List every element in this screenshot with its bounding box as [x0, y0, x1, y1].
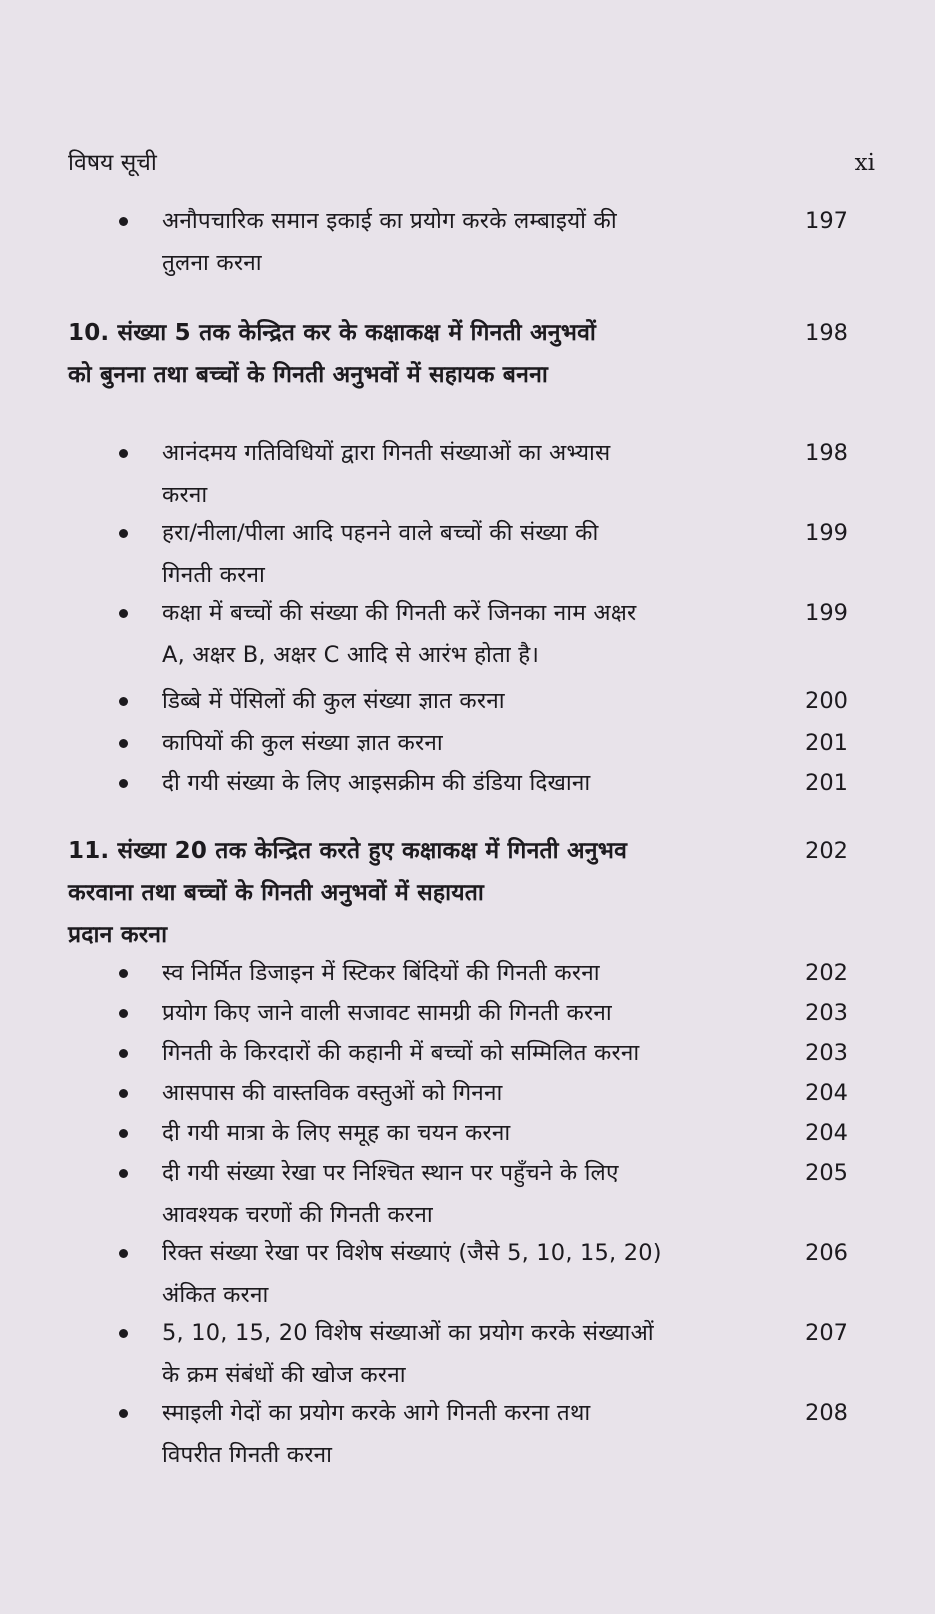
entry-line: आनंदमय गतिविधियों द्वारा गिनती संख्याओं का अभ्यास [162, 440, 611, 466]
item-title [162, 1392, 590, 1476]
entry-line: 5, 10, 15, 20 विशेष संख्याओं का प्रयोग करके संख्याओं [162, 1320, 654, 1346]
entry-page-number: 207 [805, 1320, 848, 1346]
entry-line: 10. संख्या 5 तक केन्द्रित कर के कक्षाकक्ष में गिनती अनुभवों [68, 320, 597, 346]
entry-page-number: 203 [805, 1000, 848, 1026]
item-title [162, 200, 617, 284]
item-title [162, 952, 600, 994]
toc-item [162, 512, 848, 596]
entry-page-number: 198 [805, 440, 848, 466]
entry-line: प्रदान करना [68, 922, 168, 948]
entry-line: तुलना करना [162, 250, 262, 276]
entry-line: कक्षा में बच्चों की संख्या की गिनती करें जिनका नाम अक्षर [162, 600, 637, 626]
item-title [162, 992, 612, 1034]
entry-line: को बुनना तथा बच्चों के गिनती अनुभवों में सहायक बनना [68, 362, 548, 388]
item-title [162, 1312, 654, 1396]
entry-line: अंकित करना [162, 1282, 269, 1308]
item-title [162, 1032, 639, 1074]
bullet-icon [119, 1409, 128, 1418]
bullet-icon [119, 1329, 128, 1338]
bullet-icon [119, 697, 128, 706]
toc-item [162, 1232, 848, 1316]
entry-line: स्माइली गेदों का प्रयोग करके आगे गिनती करना तथा [162, 1400, 591, 1426]
running-header [68, 145, 875, 177]
item-title [162, 432, 610, 516]
bullet-icon [119, 1169, 128, 1178]
entry-line: गिनती करना [162, 562, 265, 588]
toc-item [162, 992, 848, 1034]
toc-item [162, 432, 848, 516]
bullet-icon [119, 1129, 128, 1138]
entry-line: अनौपचारिक समान इकाई का प्रयोग करके लम्बाइयों की [162, 208, 617, 234]
entry-page-number: 202 [805, 838, 848, 864]
entry-line: रिक्त संख्या रेखा पर विशेष संख्याएं (जैसे 5, 10, 15, 20) [162, 1240, 662, 1266]
item-title [162, 1152, 619, 1236]
item-title [162, 1232, 662, 1316]
toc-item [162, 1072, 848, 1114]
bullet-icon [119, 217, 128, 226]
entry-line: स्व निर्मित डिजाइन में स्टिकर बिंदियों की गिनती करना [162, 960, 600, 986]
toc-item [162, 1032, 848, 1074]
entry-page-number: 201 [805, 770, 848, 796]
toc-item [162, 200, 848, 284]
entry-page-number: 205 [805, 1160, 848, 1186]
toc-item [162, 1392, 848, 1476]
entry-line: प्रयोग किए जाने वाली सजावट सामग्री की गिनती करना [162, 1000, 612, 1026]
entry-page-number: 199 [805, 520, 848, 546]
bullet-icon [119, 1249, 128, 1258]
entry-page-number: 199 [805, 600, 848, 626]
entry-line: A, अक्षर B, अक्षर C आदि से आरंभ होता है। [162, 642, 540, 668]
item-title [162, 680, 505, 722]
entry-page-number: 203 [805, 1040, 848, 1066]
bullet-icon [119, 609, 128, 618]
entry-line: करना [162, 482, 208, 508]
entry-line: कापियों की कुल संख्या ज्ञात करना [162, 730, 443, 756]
item-title [162, 762, 590, 804]
toc-item [162, 952, 848, 994]
toc-item [162, 1152, 848, 1236]
entry-page-number: 201 [805, 730, 848, 756]
toc-section [68, 312, 848, 396]
entry-line: हरा/नीला/पीला आदि पहनने वाले बच्चों की संख्या की [162, 520, 599, 546]
toc-item [162, 722, 848, 764]
entry-line: के क्रम संबंधों की खोज करना [162, 1362, 406, 1388]
entry-line: करवाना तथा बच्चों के गिनती अनुभवों में सहायता [68, 880, 485, 906]
item-title [162, 592, 636, 676]
entry-line: दी गयी संख्या के लिए आइसक्रीम की डंडिया दिखाना [162, 770, 591, 796]
item-title [162, 1072, 503, 1114]
toc-item [162, 1112, 848, 1154]
bullet-icon [119, 779, 128, 788]
item-title [162, 722, 443, 764]
entry-line: आवश्यक चरणों की गिनती करना [162, 1202, 433, 1228]
bullet-icon [119, 739, 128, 748]
section-title [68, 830, 627, 956]
entry-line: दी गयी संख्या रेखा पर निश्चित स्थान पर पहुँचने के लिए [162, 1160, 619, 1186]
header-page-number: xi [854, 150, 875, 176]
toc-item [162, 592, 848, 676]
bullet-icon [119, 1049, 128, 1058]
entry-page-number: 204 [805, 1120, 848, 1146]
bullet-icon [119, 449, 128, 458]
entry-page-number: 198 [805, 320, 848, 346]
entry-line: गिनती के किरदारों की कहानी में बच्चों को सम्मिलित करना [162, 1040, 640, 1066]
toc-section [68, 830, 848, 956]
entry-page-number: 200 [805, 688, 848, 714]
entry-line: डिब्बे में पेंसिलों की कुल संख्या ज्ञात करना [162, 688, 505, 714]
entry-line: 11. संख्या 20 तक केन्द्रित करते हुए कक्षाकक्ष में गिनती अनुभव [68, 838, 628, 864]
toc-item [162, 680, 848, 722]
bullet-icon [119, 1009, 128, 1018]
bullet-icon [119, 969, 128, 978]
bullet-icon [119, 1089, 128, 1098]
entry-page-number: 204 [805, 1080, 848, 1106]
toc-item [162, 762, 848, 804]
toc-item [162, 1312, 848, 1396]
entry-page-number: 202 [805, 960, 848, 986]
entry-page-number: 208 [805, 1400, 848, 1426]
item-title [162, 512, 598, 596]
entry-page-number: 197 [805, 208, 848, 234]
entry-page-number: 206 [805, 1240, 848, 1266]
header-title: विषय सूची [68, 150, 157, 176]
entry-line: आसपास की वास्तविक वस्तुओं को गिनना [162, 1080, 503, 1106]
item-title [162, 1112, 510, 1154]
section-title [68, 312, 596, 396]
bullet-icon [119, 529, 128, 538]
entry-line: दी गयी मात्रा के लिए समूह का चयन करना [162, 1120, 511, 1146]
entry-line: विपरीत गिनती करना [162, 1442, 333, 1468]
